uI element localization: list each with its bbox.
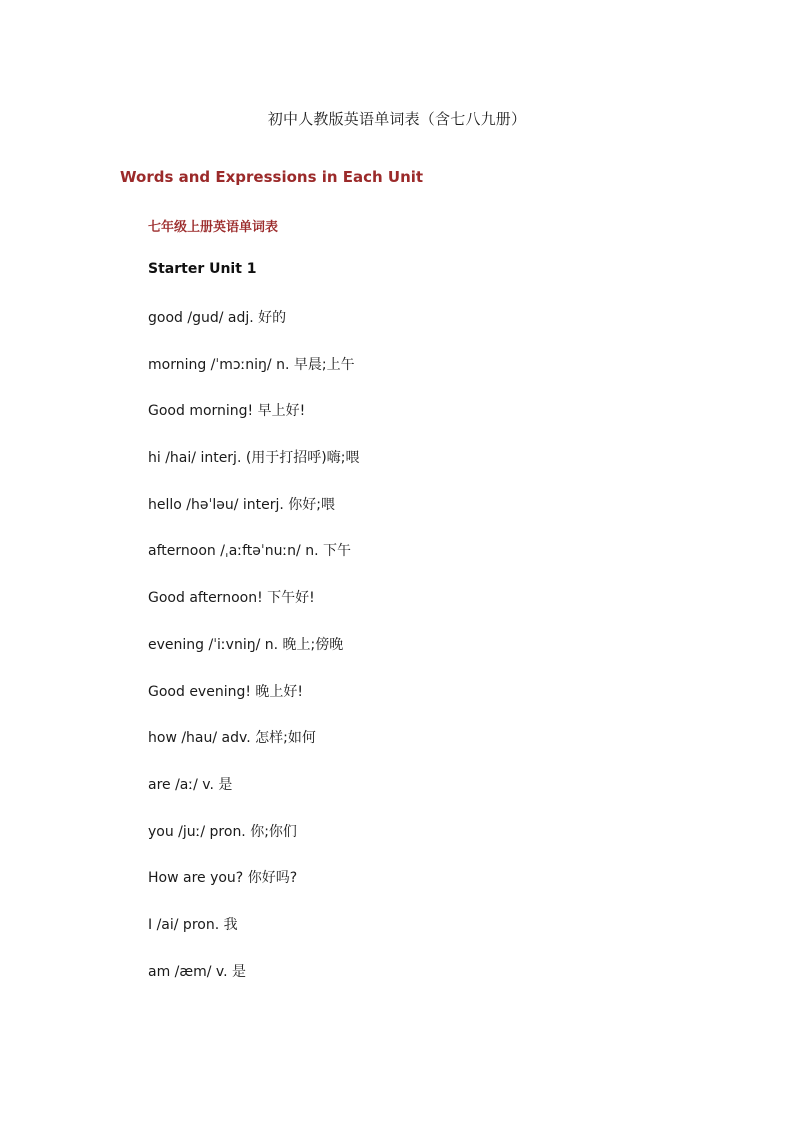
section-heading: Words and Expressions in Each Unit bbox=[120, 168, 424, 186]
vocabulary-list bbox=[148, 308, 360, 1008]
vocabulary-entry: hello /həˈləu/ interj. 你好;喂 bbox=[148, 496, 336, 513]
vocabulary-entry: Good afternoon! 下午好! bbox=[148, 590, 315, 607]
unit-heading: Starter Unit 1 bbox=[148, 261, 257, 277]
document-title: 初中人教版英语单词表（含七八九册） bbox=[267, 110, 527, 128]
vocabulary-entry: Good evening! 晚上好! bbox=[148, 683, 304, 700]
vocabulary-entry: afternoon /ˌaːftəˈnuːn/ n. 下午 bbox=[148, 543, 351, 560]
vocabulary-entry: good /gud/ adj. 好的 bbox=[148, 310, 287, 326]
vocabulary-entry: you /juː/ pron. 你;你们 bbox=[148, 823, 297, 840]
vocabulary-entry: am /æm/ v. 是 bbox=[148, 963, 247, 980]
subsection-heading: 七年级上册英语单词表 bbox=[148, 220, 279, 235]
vocabulary-entry: how /hau/ adv. 怎样;如何 bbox=[148, 730, 316, 747]
vocabulary-entry: Good morning! 早上好! bbox=[148, 403, 306, 420]
vocabulary-entry: evening /ˈiːvniŋ/ n. 晚上;傍晚 bbox=[148, 636, 344, 653]
vocabulary-entry: morning /ˈmɔːniŋ/ n. 早晨;上午 bbox=[148, 356, 355, 373]
vocabulary-entry: are /aː/ v. 是 bbox=[148, 776, 233, 793]
vocabulary-entry: I /ai/ pron. 我 bbox=[148, 916, 238, 933]
vocabulary-entry: hi /hai/ interj. (用于打招呼)嗨;喂 bbox=[148, 450, 360, 467]
vocabulary-entry: How are you? 你好吗? bbox=[148, 870, 298, 887]
